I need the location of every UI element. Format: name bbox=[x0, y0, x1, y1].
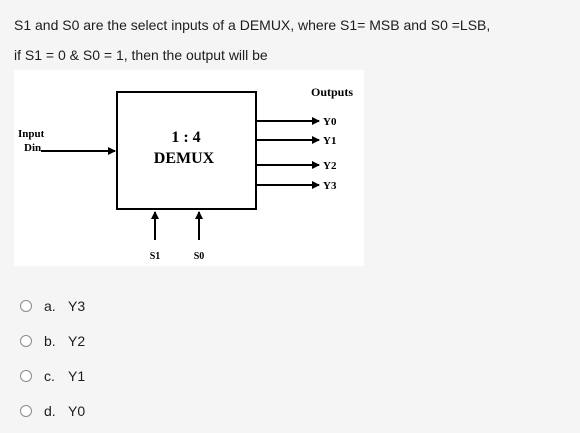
output-y1-label: Y1 bbox=[323, 135, 337, 147]
option-d-letter: d. bbox=[44, 402, 56, 419]
radio-button-b[interactable] bbox=[20, 335, 32, 347]
demux-diagram-svg bbox=[14, 70, 364, 266]
option-a[interactable] bbox=[20, 288, 320, 323]
demux-ratio-label: 1 : 4 bbox=[171, 129, 201, 146]
option-c-text: Y1 bbox=[68, 367, 86, 384]
option-d[interactable] bbox=[20, 393, 320, 428]
select-s1-label: S1 bbox=[149, 251, 161, 262]
outputs-label: Outputs bbox=[310, 85, 354, 99]
demux-block-label: DEMUX bbox=[153, 150, 215, 167]
question-text bbox=[14, 10, 574, 70]
option-b-text: Y2 bbox=[68, 332, 86, 349]
radio-button-a[interactable] bbox=[20, 300, 32, 312]
select-s0-label: S0 bbox=[193, 251, 205, 262]
output-y3-label: Y3 bbox=[323, 180, 337, 192]
input-label: Input bbox=[18, 128, 45, 140]
question-line-1: S1 and S0 are the select inputs of a DEMUX, where S1= MSB and S0 =LSB, bbox=[14, 17, 491, 33]
option-a-letter: a. bbox=[44, 297, 56, 314]
radio-button-c[interactable] bbox=[20, 370, 32, 382]
option-b-letter: b. bbox=[44, 332, 56, 349]
demux-diagram bbox=[14, 70, 364, 266]
option-a-text: Y3 bbox=[68, 297, 86, 314]
option-c[interactable] bbox=[20, 358, 320, 393]
option-d-text: Y0 bbox=[68, 402, 86, 419]
output-y0-label: Y0 bbox=[323, 116, 337, 128]
question-line-2: if S1 = 0 & S0 = 1, then the output will be bbox=[14, 47, 268, 63]
option-b[interactable] bbox=[20, 323, 320, 358]
output-y2-label: Y2 bbox=[323, 160, 337, 172]
din-label: Din bbox=[24, 142, 42, 154]
radio-button-d[interactable] bbox=[20, 405, 32, 417]
answer-options bbox=[20, 288, 320, 428]
option-c-letter: c. bbox=[44, 367, 55, 384]
